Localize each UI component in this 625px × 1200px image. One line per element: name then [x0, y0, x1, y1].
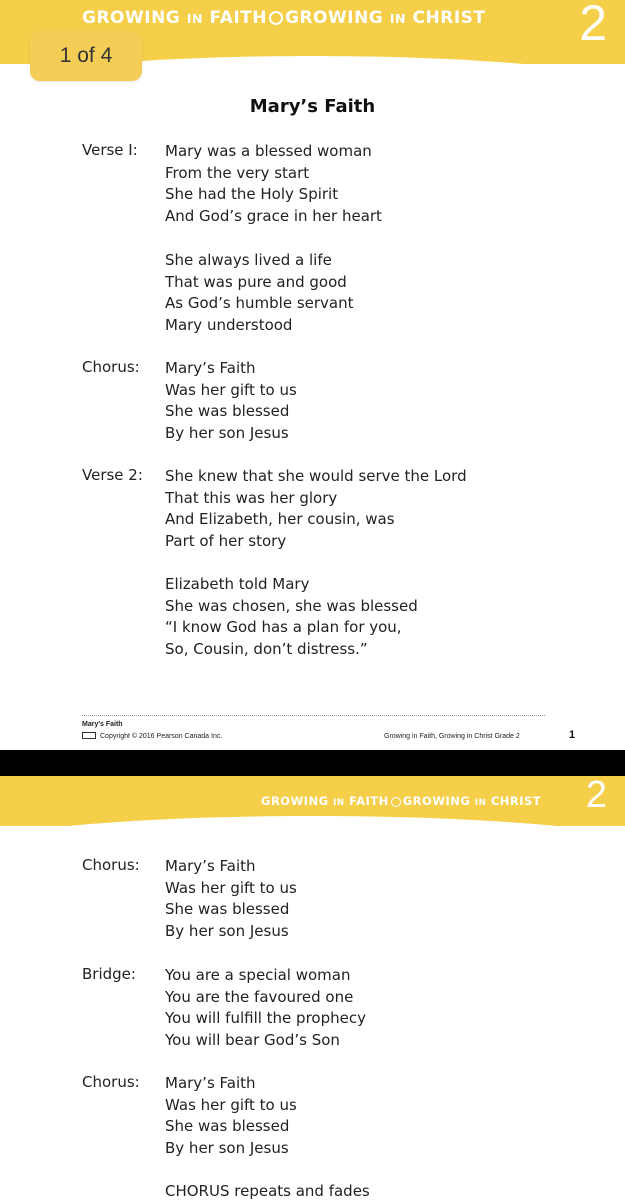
section-label: Chorus: — [82, 358, 140, 376]
lyric-block — [165, 358, 297, 445]
lyric-line: “I know God has a plan for you, — [165, 618, 402, 637]
section-label: Bridge: — [82, 965, 136, 983]
lyric-line: And Elizabeth, her cousin, was — [165, 510, 395, 529]
lyric-line: She had the Holy Spirit — [165, 185, 339, 204]
lyric-line: You will bear God’s Son — [165, 1031, 340, 1050]
lyric-line: So, Cousin, don’t distress.” — [165, 640, 368, 659]
page-counter-badge: 1 of 4 — [30, 31, 142, 81]
lyric-line: Part of her story — [165, 532, 287, 551]
sun-icon — [269, 11, 283, 25]
lyric-block — [165, 856, 297, 943]
lyric-line: That this was her glory — [165, 488, 338, 507]
lyric-block — [165, 466, 467, 553]
lyric-line: She knew that she would serve the Lord — [165, 467, 467, 485]
lyric-line: You are a special woman — [165, 966, 351, 984]
footer-song-title: Mary's Faith — [82, 721, 123, 728]
lyric-line: Was her gift to us — [165, 380, 297, 399]
lyric-line: And God’s grace in her heart — [165, 207, 382, 226]
lyric-line: CHORUS repeats and fades — [165, 1182, 370, 1200]
lyric-line: From the very start — [165, 163, 310, 182]
lyric-block — [165, 1181, 370, 1200]
lyric-block — [165, 965, 366, 1052]
lyric-line: Mary’s Faith — [165, 1074, 256, 1092]
lyric-line: She was blessed — [165, 1117, 290, 1136]
lyric-line: By her son Jesus — [165, 1139, 289, 1158]
lyric-line: Mary understood — [165, 316, 293, 335]
lyric-line: Elizabeth told Mary — [165, 575, 310, 593]
sun-icon — [391, 797, 401, 807]
footer-page-number: 1 — [569, 729, 576, 741]
lyric-block — [165, 250, 354, 337]
section-label: Chorus: — [82, 1073, 140, 1091]
series-title: GROWING IN FAITH GROWING IN CHRIST — [82, 8, 486, 28]
footer-divider — [82, 715, 545, 716]
lyric-line: Mary was a blessed woman — [165, 142, 372, 160]
lyric-line: By her son Jesus — [165, 424, 289, 443]
lyric-line: She always lived a life — [165, 251, 332, 269]
lyric-line: As God’s humble servant — [165, 294, 354, 313]
lyric-block — [165, 141, 382, 228]
section-label: Chorus: — [82, 856, 140, 874]
lyric-line: You will fulfill the prophecy — [165, 1009, 366, 1028]
lyric-line: Mary’s Faith — [165, 359, 256, 377]
footer-copyright: Copyright © 2016 Pearson Canada Inc. — [100, 733, 223, 740]
lyric-line: Was her gift to us — [165, 878, 297, 897]
series-title: GROWING IN FAITH GROWING IN CHRIST — [261, 794, 542, 808]
section-label: Verse 2: — [82, 466, 143, 484]
lyric-line: You are the favoured one — [165, 987, 354, 1006]
song-title: Mary’s Faith — [249, 96, 376, 117]
footer-series: Growing in Faith, Growing in Christ Grade 2 — [384, 733, 520, 740]
publisher-logo-icon — [82, 732, 96, 739]
lyric-line: That was pure and good — [165, 272, 347, 291]
lyric-line: She was chosen, she was blessed — [165, 596, 418, 615]
lyric-line: By her son Jesus — [165, 922, 289, 941]
lyric-line: Was her gift to us — [165, 1095, 297, 1114]
lyric-line: She was blessed — [165, 900, 290, 919]
lyric-line: Mary’s Faith — [165, 857, 256, 875]
document-page-2 — [0, 776, 625, 1200]
lyric-line: She was blessed — [165, 402, 290, 421]
grade-number: 2 — [585, 776, 607, 816]
grade-number: 2 — [579, 0, 607, 51]
lyric-block — [165, 1073, 297, 1160]
lyric-block — [165, 574, 418, 661]
section-label: Verse I: — [82, 141, 138, 159]
